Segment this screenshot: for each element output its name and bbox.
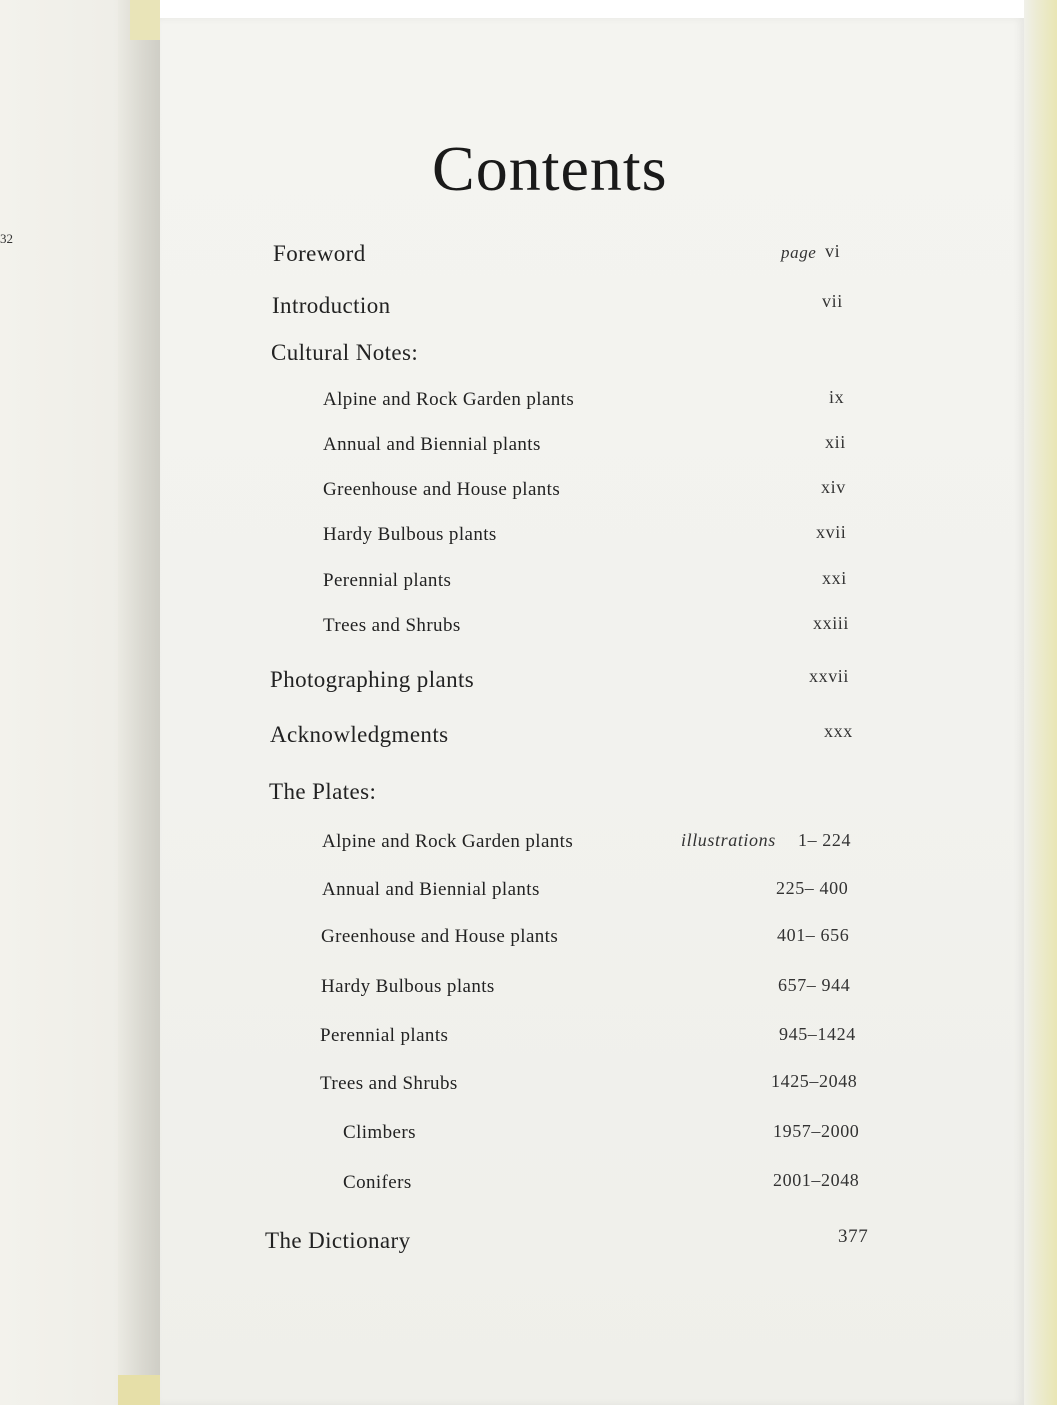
toc-pl-greenhouse-range: 401– 656 bbox=[777, 925, 850, 945]
toc-acknowledgments-page: xxx bbox=[824, 721, 853, 741]
toc-cn-greenhouse-page: xiv bbox=[821, 477, 846, 497]
toc-cultural-notes: Cultural Notes: bbox=[271, 340, 419, 365]
toc-pl-bulbous: Hardy Bulbous plants bbox=[321, 976, 495, 997]
toc-dictionary-page: 377 bbox=[838, 1226, 869, 1247]
toc-pl-alpine-range: 1– 224 bbox=[798, 830, 852, 850]
toc-cn-alpine-page: ix bbox=[829, 387, 845, 407]
toc-pl-conifers-range: 2001–2048 bbox=[773, 1170, 860, 1190]
toc-cn-trees-page: xxiii bbox=[813, 613, 850, 633]
toc-dictionary: The Dictionary bbox=[265, 1228, 411, 1253]
toc-pl-trees-range: 1425–2048 bbox=[771, 1071, 858, 1091]
toc-cn-perennial: Perennial plants bbox=[323, 570, 452, 591]
toc-cn-alpine: Alpine and Rock Garden plants bbox=[323, 389, 575, 410]
toc-cn-annual-page: xii bbox=[825, 432, 846, 452]
left-page-number: 32 bbox=[0, 231, 13, 246]
toc-pl-climbers: Climbers bbox=[343, 1122, 416, 1143]
cover-top-edge bbox=[130, 0, 160, 40]
toc-cn-trees: Trees and Shrubs bbox=[323, 615, 461, 636]
page-label: page bbox=[781, 243, 817, 262]
toc-pl-climbers-range: 1957–2000 bbox=[773, 1121, 860, 1141]
page-title: Contents bbox=[432, 133, 668, 204]
toc-introduction: Introduction bbox=[272, 293, 391, 318]
toc-cn-bulbous: Hardy Bulbous plants bbox=[323, 524, 497, 545]
illustrations-label: illustrations bbox=[681, 830, 776, 850]
toc-pl-trees: Trees and Shrubs bbox=[320, 1073, 458, 1094]
toc-pl-conifers: Conifers bbox=[343, 1172, 412, 1193]
toc-pl-greenhouse: Greenhouse and House plants bbox=[321, 926, 559, 947]
toc-pl-perennial-range: 945–1424 bbox=[779, 1024, 856, 1044]
toc-cn-annual: Annual and Biennial plants bbox=[323, 434, 541, 455]
toc-foreword: Foreword bbox=[273, 241, 366, 266]
toc-cn-bulbous-page: xvii bbox=[816, 522, 847, 542]
toc-photographing: Photographing plants bbox=[270, 667, 475, 692]
toc-foreword-page: vi bbox=[825, 241, 841, 261]
toc-pl-bulbous-range: 657– 944 bbox=[778, 975, 851, 995]
toc-pl-perennial: Perennial plants bbox=[320, 1025, 449, 1046]
toc-cn-perennial-page: xxi bbox=[822, 568, 847, 588]
toc-introduction-page: vii bbox=[822, 291, 843, 311]
cover-bottom-edge bbox=[118, 1375, 160, 1405]
toc-plates: The Plates: bbox=[269, 779, 377, 804]
toc-photographing-page: xxvii bbox=[809, 666, 850, 686]
toc-pl-annual-range: 225– 400 bbox=[776, 878, 849, 898]
right-page bbox=[160, 18, 1024, 1405]
toc-cn-greenhouse: Greenhouse and House plants bbox=[323, 479, 561, 500]
toc-pl-alpine: Alpine and Rock Garden plants bbox=[322, 831, 574, 852]
cover-right-edge bbox=[1024, 0, 1057, 1405]
toc-pl-annual: Annual and Biennial plants bbox=[322, 879, 540, 900]
left-page-edge bbox=[118, 0, 160, 1405]
toc-acknowledgments: Acknowledgments bbox=[270, 722, 449, 747]
